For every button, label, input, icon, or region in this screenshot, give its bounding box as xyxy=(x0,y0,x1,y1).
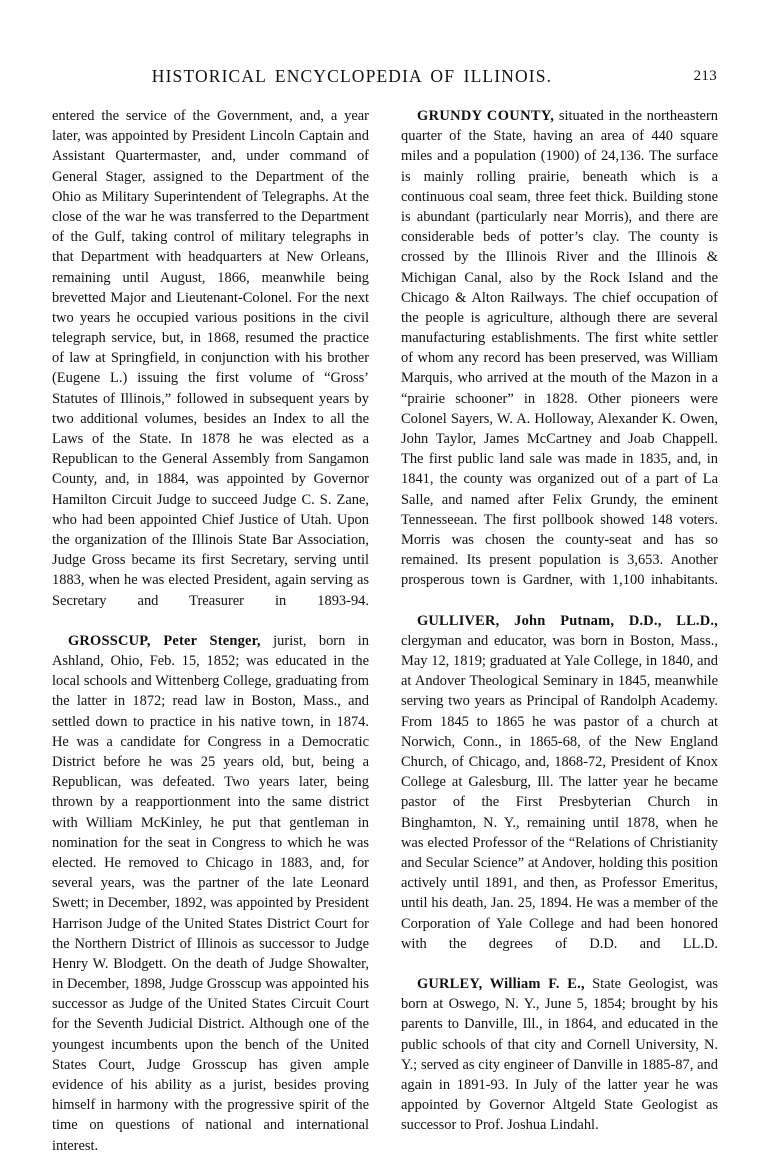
entry-grundy-county xyxy=(401,106,718,611)
paragraph-text: State Geologist, was born at Oswego, N. Y., June 5, 1854; brought by his parents to Danville, Ill., in 1864, and educated in the public schools of that city and Cornell University, N. Y.; served as city engineer of Danville in 1885-87, and again in 1891-93. In July of the latter year he was appointed by Governor Altgeld State Geologist as successor to Prof. Joshua Lindahl. xyxy=(401,976,718,1134)
paragraph-text: clergyman and educator, was born in Boston, Mass., May 12, 1819; graduated at Yale College, in 1840, and at Andover Theological Seminary in 1845, meanwhile serving two years as Principal of Randolph Academy. From 1845 to 1865 he was pastor of a church at Norwich, Conn., in 1865-68, of the New England Church, of Chicago, and, 1868-72, President of Knox College at Galesburg, Ill. The latter year he became pastor of the First Presbyterian Church in Binghamton, N. Y., remaining until 1878, when he was elected Professor of the “Relations of Christianity and Secular Science” at Andover, holding this position actively until 1891, and then, as Professor Emeritus, until his death, Jan. 25, 1894. He was a member of the Corporation of Yale College and had been honored with the degrees of D.D. and LL.D. xyxy=(401,632,718,952)
entry-heading: GULLIVER, John Putnam, D.D., LL.D., xyxy=(417,612,718,629)
entry-heading: GROSSCUP, Peter Stenger, xyxy=(68,632,261,649)
page-title: HISTORICAL ENCYCLOPEDIA OF ILLINOIS. xyxy=(151,66,553,86)
paragraph-gross-continuation xyxy=(52,106,369,631)
entry-gurley xyxy=(401,974,718,1136)
paragraph-text: situated in the northeastern quarter of the State, having an area of 440 square miles and a population (1900) of 24,136. The surface is mainly rolling prairie, beneath which is a continuous coal seam, three feet thick. Building stone is abundant (particularly near Morris), and there are considerable beds of potter’s clay. The county is crossed by the Illinois River and the Illinois & Michigan Canal, also by the Rock Island and the Chicago & Alton Railways. The chief occupation of the people is agriculture, although there are several manufacturing establishments. The first white settler of whom any record has been preserved, was William Marquis, who arrived at the mouth of the Mazon in a “prairie schooner” in 1828. Other pioneers were Colonel Sayers, W. A. Holloway, Alexander K. Owen, John Taylor, James McCartney and Joab Chappell. The first public land sale was made in 1835, and, in 1841, the county was organized out of a part of La Salle, and named after Felix Grundy, the eminent Tennesseean. The first pollbook showed 148 voters. Morris was chosen the county-seat and has so remained. Its present population is 3,653. Another prosperous town is Gardner, with 1,100 inhabitants. xyxy=(401,108,718,589)
paragraph-text: entered the service of the Government, and, a year later, was appointed by President Lincoln Captain and Assistant Quartermaster, and, under command of General Stager, assigned to the Department of the Ohio as Military Superintendent of Telegraphs. At the close of the war he was transferred to the Department of the Gulf, taking control of military telegraphs in that Department with headquarters at New Orleans, remaining until August, 1866, meanwhile being brevetted Major and Lieutenant-Colonel. For the next two years he occupied various positions in the civil telegraph service, but, in 1868, resumed the practice of law at Springfield, in conjunction with his brother (Eugene L.) issuing the first volume of “Gross’ Statutes of Illinois,” followed in subsequent years by two additional volumes, besides an Index to all the Laws of the State. In 1878 he was elected as a Republican to the General Assembly from Sangamon County, and, in 1884, was appointed by Governor Hamilton Circuit Judge to succeed Judge C. S. Zane, who had been appointed Chief Justice of Utah. Upon the organization of the Illinois State Bar Association, Judge Gross became its first Secretary, serving until 1883, when he was elected President, again serving as Secretary and Treasurer in 1893-94. xyxy=(52,108,369,609)
entry-grosscup xyxy=(52,631,369,1156)
entry-heading: GURLEY, William F. E., xyxy=(417,976,585,993)
left-column xyxy=(52,106,369,1156)
right-column xyxy=(401,106,718,1156)
entry-heading: GRUNDY COUNTY, xyxy=(417,108,555,124)
page-number: 213 xyxy=(693,68,717,84)
body-columns xyxy=(52,106,718,1156)
paragraph-text: jurist, born in Ashland, Ohio, Feb. 15, 1852; was educated in the local schools and Wittenberg College, graduating from the latter in 1872; read law in Boston, Mass., and settled down to practice in his native town, in 1874. He was a candidate for Congress in a Democratic District before he was 25 years old, but, being a Republican, was defeated. Two years later, being thrown by a reapportionment into the same district with William McKinley, he put that gentleman in nomination for the seat in Congress to which he was elected. He removed to Chicago in 1883, and, for several years, was the partner of the late Leonard Swett; in December, 1892, was appointed by President Harrison Judge of the United States District Court for the Northern District of Illinois as successor to Judge Henry W. Blodgett. On the death of Judge Showalter, in December, 1898, Judge Grosscup was appointed his successor as Judge of the United States Circuit Court for the Seventh Judicial District. Although one of the youngest incumbents upon the bench of the United States Court, Judge Grosscup has given ample evidence of his ability as a jurist, besides proving himself in harmony with the progressive spirit of the time on questions of national and international interest. xyxy=(52,632,369,1154)
entry-gulliver xyxy=(401,611,718,974)
running-head xyxy=(52,66,717,92)
